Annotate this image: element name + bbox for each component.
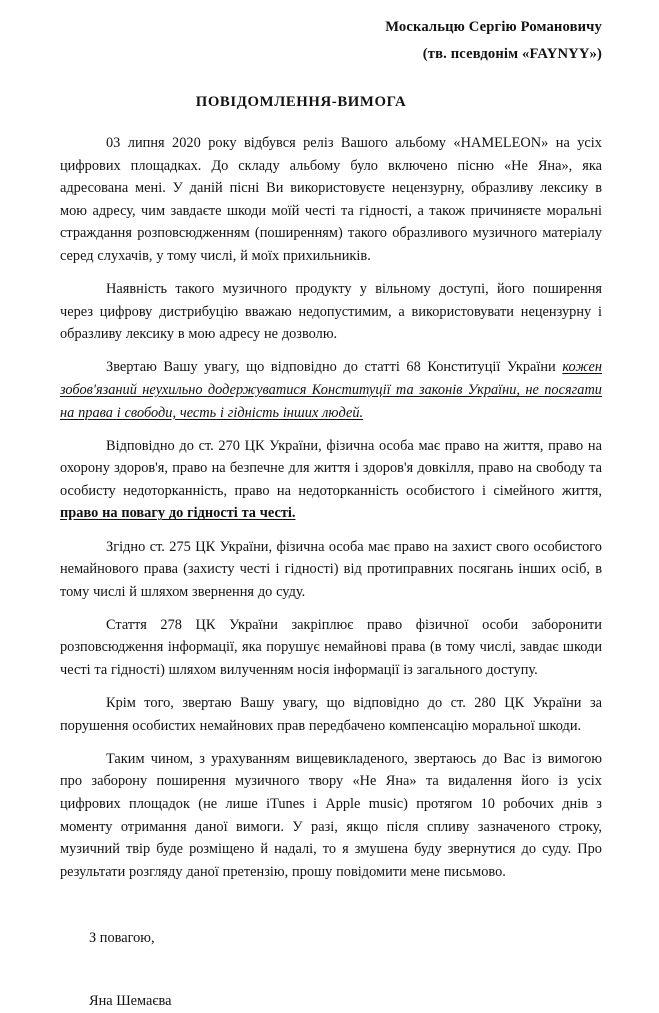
addressee-name: Москальцю Сергію Романовичу bbox=[385, 19, 602, 35]
paragraph-civil-code-270 bbox=[60, 435, 602, 525]
paragraph-constitution-lead: Звертаю Вашу увагу, що відповідно до статті 68 Конституції України bbox=[106, 359, 563, 376]
paragraph-civil-code-278: Стаття 278 ЦК України закріплює право фізичної особи заборонити розповсюдження інформації, яка порушує немайнові права (в тому числі, завдає шкоди честі та гідності) шляхом вилученням носія інформації із загального доступу. bbox=[60, 616, 602, 678]
paragraph-demand-conclusion: Таким чином, з урахуванням вищевикладеного, звертаюсь до Вас із вимогою про заборону поширення музичного твору «Не Яна» та видалення його із усіх цифрових площадок (не лише iTunes і Apple music) протягом 10 робочих днів з моменту отримання даної вимоги. У разі, якщо після спливу зазначеного строку, музичний твір буде розміщено й надалі, то я змушена буду звернутися до суду. Про результати розгляду даної претензію, прошу повідомити мене письмово. bbox=[60, 750, 602, 880]
signature-name: Яна Шемаєва bbox=[89, 992, 172, 1009]
signature-block bbox=[0, 927, 659, 1012]
paragraph-constitution-quote: кожен зобов'язаний неухильно додержуватися Конституції та законів України, не посягати на права і свободи, честь і гідність інших людей. bbox=[60, 359, 602, 421]
paragraph-release-notice: 03 липня 2020 року відбувся реліз Вашого альбому «HAMELEON» на усіх цифрових площадках. До складу альбому було включено пісню «Не Яна», яка адресована мені. У даній пісні Ви використовуєте нецензурну, образливу лексику в мою адресу, чим завдаєте шкоди моїй честі та гідності, а також причиняєте моральні страждання розповсюдженням (поширенням) такого образливого музичного матеріалу серед слухачів, у тому числі, й моїх прихильників. bbox=[60, 135, 602, 264]
signature-regards: З повагою, bbox=[89, 930, 155, 947]
paragraph-public-access: Наявність такого музичного продукту у вільному доступі, його поширення через цифрову дистрибуцію вважаю недопустимим, а використовувати нецензурну і образливу лексику в мою адресу не дозволю. bbox=[60, 281, 602, 343]
paragraph-270-emphasis: право на повагу до гідності та честі. bbox=[60, 505, 296, 522]
paragraph-civil-code-280: Крім того, звертаю Вашу увагу, що відповідно до ст. 280 ЦК України за порушення особистих немайнових прав передбачено компенсацію моральної шкоди. bbox=[60, 695, 602, 734]
addressee-block bbox=[0, 0, 659, 68]
paragraph-civil-code-275: Згідно ст. 275 ЦК України, фізична особа має право на захист свого особистого немайнового права (захисту честі і гідності) від протиправних посягань інших осіб, в тому числі й шляхом звернення до суду. bbox=[60, 538, 602, 600]
page-title: ПОВІДОМЛЕННЯ-ВИМОГА bbox=[195, 94, 407, 110]
paragraph-constitution-article-68 bbox=[60, 356, 602, 424]
document-body bbox=[0, 132, 659, 883]
paragraph-270-lead: Відповідно до ст. 270 ЦК України, фізична особа має право на життя, право на охорону здоров'я, право на безпечне для життя і здоров'я довкілля, право на свободу та особисту недоторканність, право на недоторканність особистого і сімейного життя, bbox=[60, 437, 602, 499]
addressee-pseudonym: (тв. псевдонім «FAYNYY») bbox=[422, 46, 602, 62]
